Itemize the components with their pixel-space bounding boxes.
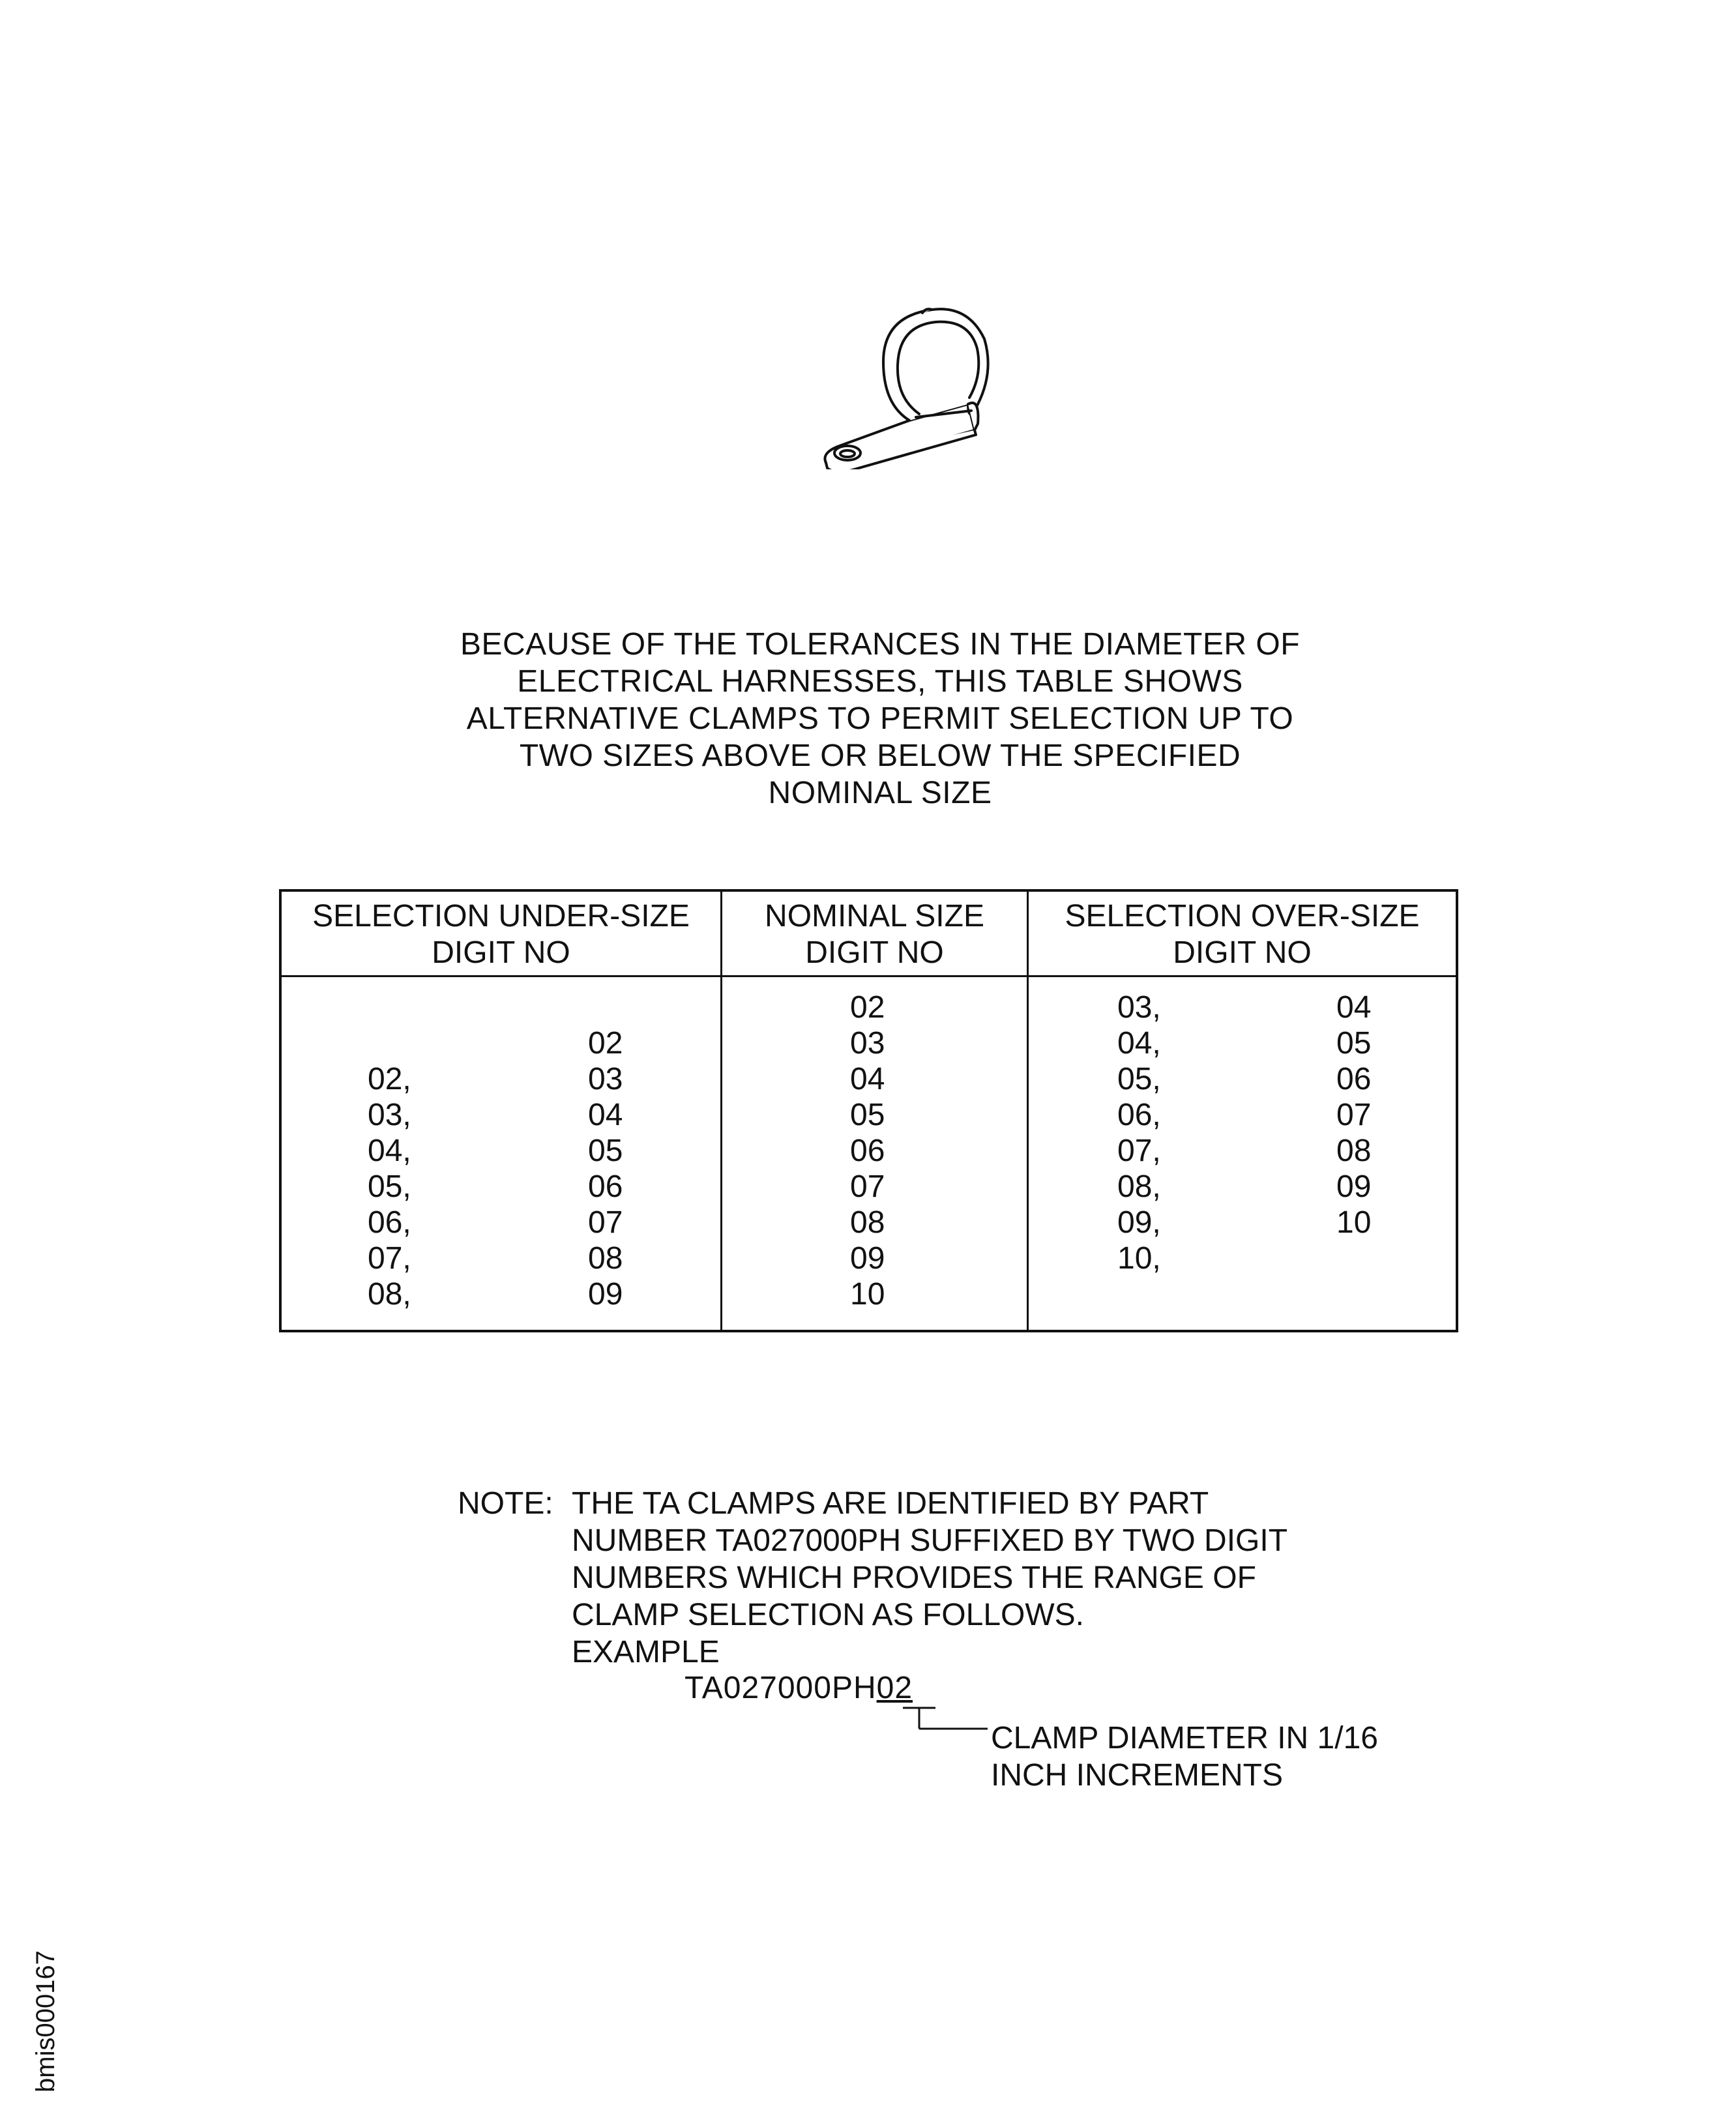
table-cell-over-b: 04 bbox=[1336, 990, 1372, 1025]
table-cell-over-b: 08 bbox=[1336, 1134, 1372, 1168]
header-text: NOMINAL SIZE bbox=[765, 899, 984, 933]
intro-line: ELECTRICAL HARNESSES, THIS TABLE SHOWS bbox=[517, 664, 1243, 699]
header-over-size bbox=[1029, 898, 1456, 971]
intro-line: ALTERNATIVE CLAMPS TO PERMIT SELECTION UP TO bbox=[466, 701, 1294, 736]
callout-line: CLAMP DIAMETER IN 1/16 bbox=[991, 1721, 1378, 1755]
clamp-selection-table bbox=[279, 889, 1458, 1332]
table-cell-nominal: 03 bbox=[850, 1026, 885, 1061]
header-divider bbox=[282, 975, 1456, 977]
table-cell-under-b: 06 bbox=[588, 1169, 623, 1204]
table-cell-under-a: 02, bbox=[368, 1062, 411, 1096]
table-cell-under-a: 06, bbox=[368, 1205, 411, 1240]
table-cell-under-a: 08, bbox=[368, 1277, 411, 1312]
table-cell-under-b: 05 bbox=[588, 1134, 623, 1168]
p-clamp-illustration bbox=[818, 300, 1020, 469]
table-cell-nominal: 08 bbox=[850, 1205, 885, 1240]
table-cell-nominal: 04 bbox=[850, 1062, 885, 1096]
suffix-pointer-line bbox=[887, 1703, 991, 1748]
header-text: DIGIT NO bbox=[432, 935, 570, 970]
table-cell-under-b: 09 bbox=[588, 1277, 623, 1312]
part-suffix: 02 bbox=[876, 1671, 913, 1705]
table-cell-over-a: 06, bbox=[1117, 1098, 1161, 1132]
note-line: CLAMP SELECTION AS FOLLOWS. bbox=[572, 1598, 1084, 1632]
intro-line: BECAUSE OF THE TOLERANCES IN THE DIAMETER OF bbox=[460, 627, 1301, 662]
table-cell-over-b: 09 bbox=[1336, 1169, 1372, 1204]
table-cell-under-a: 04, bbox=[368, 1134, 411, 1168]
table-cell-over-a: 05, bbox=[1117, 1062, 1161, 1096]
table-cell-under-a: 07, bbox=[368, 1241, 411, 1276]
table-cell-over-a: 03, bbox=[1117, 990, 1161, 1025]
table-cell-nominal: 10 bbox=[850, 1277, 885, 1312]
header-text: SELECTION OVER-SIZE bbox=[1065, 899, 1420, 933]
note-line: NUMBERS WHICH PROVIDES THE RANGE OF bbox=[572, 1561, 1256, 1595]
note-line: THE TA CLAMPS ARE IDENTIFIED BY PART bbox=[572, 1486, 1209, 1521]
table-cell-over-a: 10, bbox=[1117, 1241, 1161, 1276]
table-cell-nominal: 06 bbox=[850, 1134, 885, 1168]
table-cell-nominal: 09 bbox=[850, 1241, 885, 1276]
header-text: DIGIT NO bbox=[805, 935, 944, 970]
table-cell-under-a: 05, bbox=[368, 1169, 411, 1204]
table-cell-nominal: 02 bbox=[850, 990, 885, 1025]
note-line: NUMBER TA027000PH SUFFIXED BY TWO DIGIT bbox=[572, 1523, 1288, 1558]
table-cell-nominal: 05 bbox=[850, 1098, 885, 1132]
note-line: EXAMPLE bbox=[572, 1635, 720, 1669]
table-cell-over-b: 05 bbox=[1336, 1026, 1372, 1061]
header-nominal-size bbox=[722, 898, 1027, 971]
table-cell-under-b: 04 bbox=[588, 1098, 623, 1132]
table-cell-over-a: 08, bbox=[1117, 1169, 1161, 1204]
figure-identifier: bmis000167 bbox=[31, 1950, 60, 2092]
table-cell-over-a: 04, bbox=[1117, 1026, 1161, 1061]
example-part-number bbox=[684, 1670, 913, 1706]
intro-paragraph bbox=[326, 626, 1434, 812]
header-text: SELECTION UNDER-SIZE bbox=[312, 899, 690, 933]
callout-line: INCH INCREMENTS bbox=[991, 1758, 1284, 1793]
part-prefix: TA027000PH bbox=[684, 1671, 877, 1705]
intro-line: TWO SIZES ABOVE OR BELOW THE SPECIFIED bbox=[519, 739, 1241, 773]
table-cell-under-b: 08 bbox=[588, 1241, 623, 1276]
intro-line: NOMINAL SIZE bbox=[768, 776, 992, 810]
table-cell-under-b: 07 bbox=[588, 1205, 623, 1240]
table-cell-over-b: 07 bbox=[1336, 1098, 1372, 1132]
table-cell-over-a: 09, bbox=[1117, 1205, 1161, 1240]
diameter-callout bbox=[991, 1720, 1378, 1794]
table-cell-nominal: 07 bbox=[850, 1169, 885, 1204]
table-cell-over-b: 10 bbox=[1336, 1205, 1372, 1240]
header-under-size bbox=[282, 898, 720, 971]
table-cell-under-a: 03, bbox=[368, 1098, 411, 1132]
table-cell-over-a: 07, bbox=[1117, 1134, 1161, 1168]
table-cell-under-b: 02 bbox=[588, 1026, 623, 1061]
table-cell-over-b: 06 bbox=[1336, 1062, 1372, 1096]
note-label: NOTE: bbox=[458, 1486, 553, 1521]
table-cell-under-b: 03 bbox=[588, 1062, 623, 1096]
header-text: DIGIT NO bbox=[1173, 935, 1312, 970]
